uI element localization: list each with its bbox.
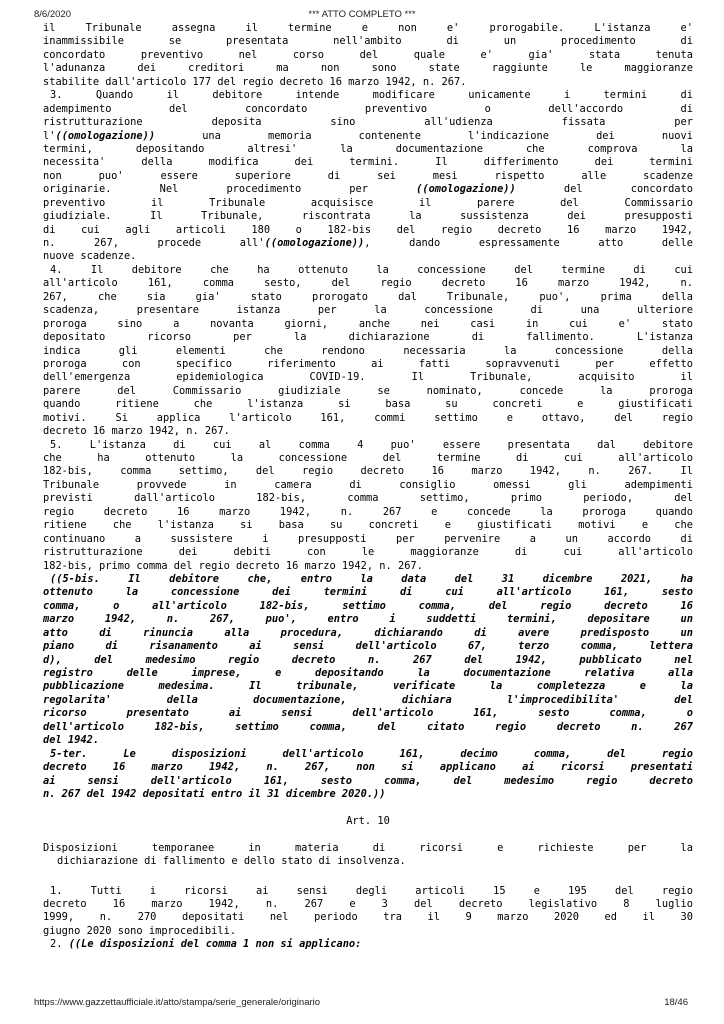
article-heading: Art. 10 [346,814,390,827]
text-line: originarie. Nel procedimento per ((omologazione)) del concordato [43,183,693,196]
text-line: giudiziale. Il Tribunale, riscontrata la sussistenza dei presupposti [43,210,693,223]
text-line: n. 267 del 1942 depositati entro il 31 dicembre 2020.)) [43,787,386,800]
text-line: ai sensi dell'articolo 161, sesto comma, del medesimo regio decreto [43,774,693,787]
text-line: 3. Quando il debitore intende modificare unicamente i termini di [50,89,693,102]
text-line: preventivo il Tribunale acquisisce il parere del Commissario [43,196,693,209]
text-line: inammissibile se presentata nell'ambito di un procedimento di [43,35,693,48]
text-line: 4. Il debitore che ha ottenuto la concessione del termine di cui [50,263,693,276]
text-line: 5-ter. Le disposizioni dell'articolo 161, decimo comma, del regio [50,747,693,760]
text-line: ricorso presentato ai sensi dell'articolo 161, sesto comma, o [43,707,693,720]
text-line: l'((omologazione)) una memoria contenente l'indicazione dei nuovi [43,129,693,142]
text-line: scadenza, presentare istanza per la concessione di una ulteriore [43,304,693,317]
text-line: 1. Tutti i ricorsi ai sensi degli articoli 15 e 195 del regio [50,884,693,897]
text-line: 1999, n. 270 depositati nel periodo tra il 9 marzo 2020 ed il 30 [43,911,693,924]
text-line: all'articolo 161, comma sesto, del regio decreto 16 marzo 1942, n. [43,277,693,290]
text-line: del 1942. [43,734,100,747]
text-line: motivi. Si applica l'articolo 161, commi settimo e ottavo, del regio [43,411,693,424]
text-line: ((5-bis. Il debitore che, entro la data del 31 dicembre 2021, ha [50,572,693,585]
text-line: dell'emergenza epidemiologica COVID-19. Il Tribunale, acquisito il [43,371,693,384]
text-line: dichiarazione di fallimento e dello stato di insolvenza. [57,855,406,868]
text-line: necessita' della modifica dei termini. Il differimento dei termini [43,156,693,169]
text-line: comma, o all'articolo 182-bis, settimo comma, del regio decreto 16 [43,599,693,612]
text-line: ristrutturazione deposita sino all'udienza fissata per [43,116,693,129]
text-line: marzo 1942, n. 267, puo', entro i suddetti termini, depositare un [43,613,693,626]
text-line: atto di rinuncia alla procedura, dichiarando di avere predisposto un [43,626,693,639]
text-line: ritiene che l'istanza si basa su concreti e giustificati motivi e che [43,519,693,532]
text-line: depositato ricorso per la dichiarazione di fallimento. L'istanza [43,331,693,344]
text-line: 182-bis, primo comma del regio decreto 16 marzo 1942, n. 267. [43,559,423,572]
text-line: n. 267, procede all'((omologazione)), dando espressamente atto delle [43,237,693,249]
text-line: quando ritiene che l'istanza si basa su concreti e giustificati [43,398,693,411]
text-line: regio decreto 16 marzo 1942, n. 267 e concede la proroga quando [43,505,693,518]
text-line: parere del Commissario giudiziale se nominato, concede la proroga [43,384,693,397]
text-line: d), del medesimo regio decreto n. 267 del 1942, pubblicato nel [43,653,693,666]
text-line: decreto 16 marzo 1942, n. 267 e 3 del decreto legislativo 8 luglio [43,898,693,911]
text-line: 2. ((Le disposizioni del comma 1 non si applicano: [50,938,362,951]
text-line: adempimento del concordato preventivo o dell'accordo di [43,102,693,115]
text-line: proroga sino a novanta giorni, anche nei casi in cui e' stato [43,317,693,330]
text-line: decreto 16 marzo 1942, n. 267, non si applicano ai ricorsi presentati [43,761,693,774]
text-line: decreto 16 marzo 1942, n. 267. [43,425,230,438]
text-line: nuove scadenze. [43,250,137,263]
article-rubric [43,842,693,869]
text-line: Tribunale provvede in camera di consiglio omessi gli adempimenti [43,478,693,491]
text-line: piano di risanamento ai sensi dell'articolo 67, terzo comma, lettera [43,640,693,653]
text-line: dell'articolo 182-bis, settimo comma, del citato regio decreto n. 267 [43,720,693,733]
print-date: 8/6/2020 [34,9,71,20]
text-line: proroga con specifico riferimento ai fatti sopravvenuti per effetto [43,357,693,370]
text-line: concordato preventivo nel corso del quale e' gia' stata tenuta [43,48,693,61]
text-line: regolarita' della documentazione, dichiara l'improcedibilita' del [43,693,693,706]
page-url: https://www.gazzettaufficiale.it/atto/stampa/serie_generale/originario [34,997,321,1008]
text-line: di cui agli articoli 180 o 182-bis del regio decreto 16 marzo 1942, [43,223,693,236]
text-line: previsti dall'articolo 182-bis, comma settimo, primo periodo, del [43,492,693,505]
text-line: continuano a sussistere i presupposti per pervenire a un accordo di [43,532,693,545]
article-9-continuation [43,22,693,801]
text-line: 182-bis, comma settimo, del regio decreto 16 marzo 1942, n. 267. Il [43,465,693,478]
text-line: l'adunanza dei creditori ma non sono state raggiunte le maggioranze [43,62,693,75]
page-number: 18/46 [664,997,688,1008]
text-line: stabilite dall'articolo 177 del regio decreto 16 marzo 1942, n. 267. [43,75,467,88]
text-line: il Tribunale assegna il termine e non e' prorogabile. L'istanza e' [43,22,693,34]
article-10-text [43,885,693,952]
text-line: registro delle imprese, e depositando la documentazione relativa alla [43,667,693,679]
text-line: ottenuto la concessione dei termini di cui all'articolo 161, sesto [43,586,693,599]
text-line: 267, che sia gia' stato prorogato dal Tribunale, puo', prima della [43,290,693,303]
text-line: che ha ottenuto la concessione del termine di cui all'articolo [43,452,693,464]
text-line: indica gli elementi che rendono necessaria la concessione della [43,344,693,357]
text-line: ristrutturazione dei debiti con le maggioranze di cui all'articolo [43,546,693,559]
text-line: giugno 2020 sono improcedibili. [43,924,237,937]
text-line: 5. L'istanza di cui al comma 4 puo' essere presentata dal debitore [50,438,693,451]
text-line: termini, depositando altresi' la documentazione che comprova la [43,142,693,155]
text-line: Disposizioni temporanee in materia di ricorsi e richieste per la [43,841,693,854]
text-line: pubblicazione medesima. Il tribunale, verificate la completezza e la [43,680,693,693]
document-body [43,22,693,952]
print-title: *** ATTO COMPLETO *** [308,9,416,20]
text-line: non puo' essere superiore di sei mesi rispetto alle scadenze [43,169,693,182]
